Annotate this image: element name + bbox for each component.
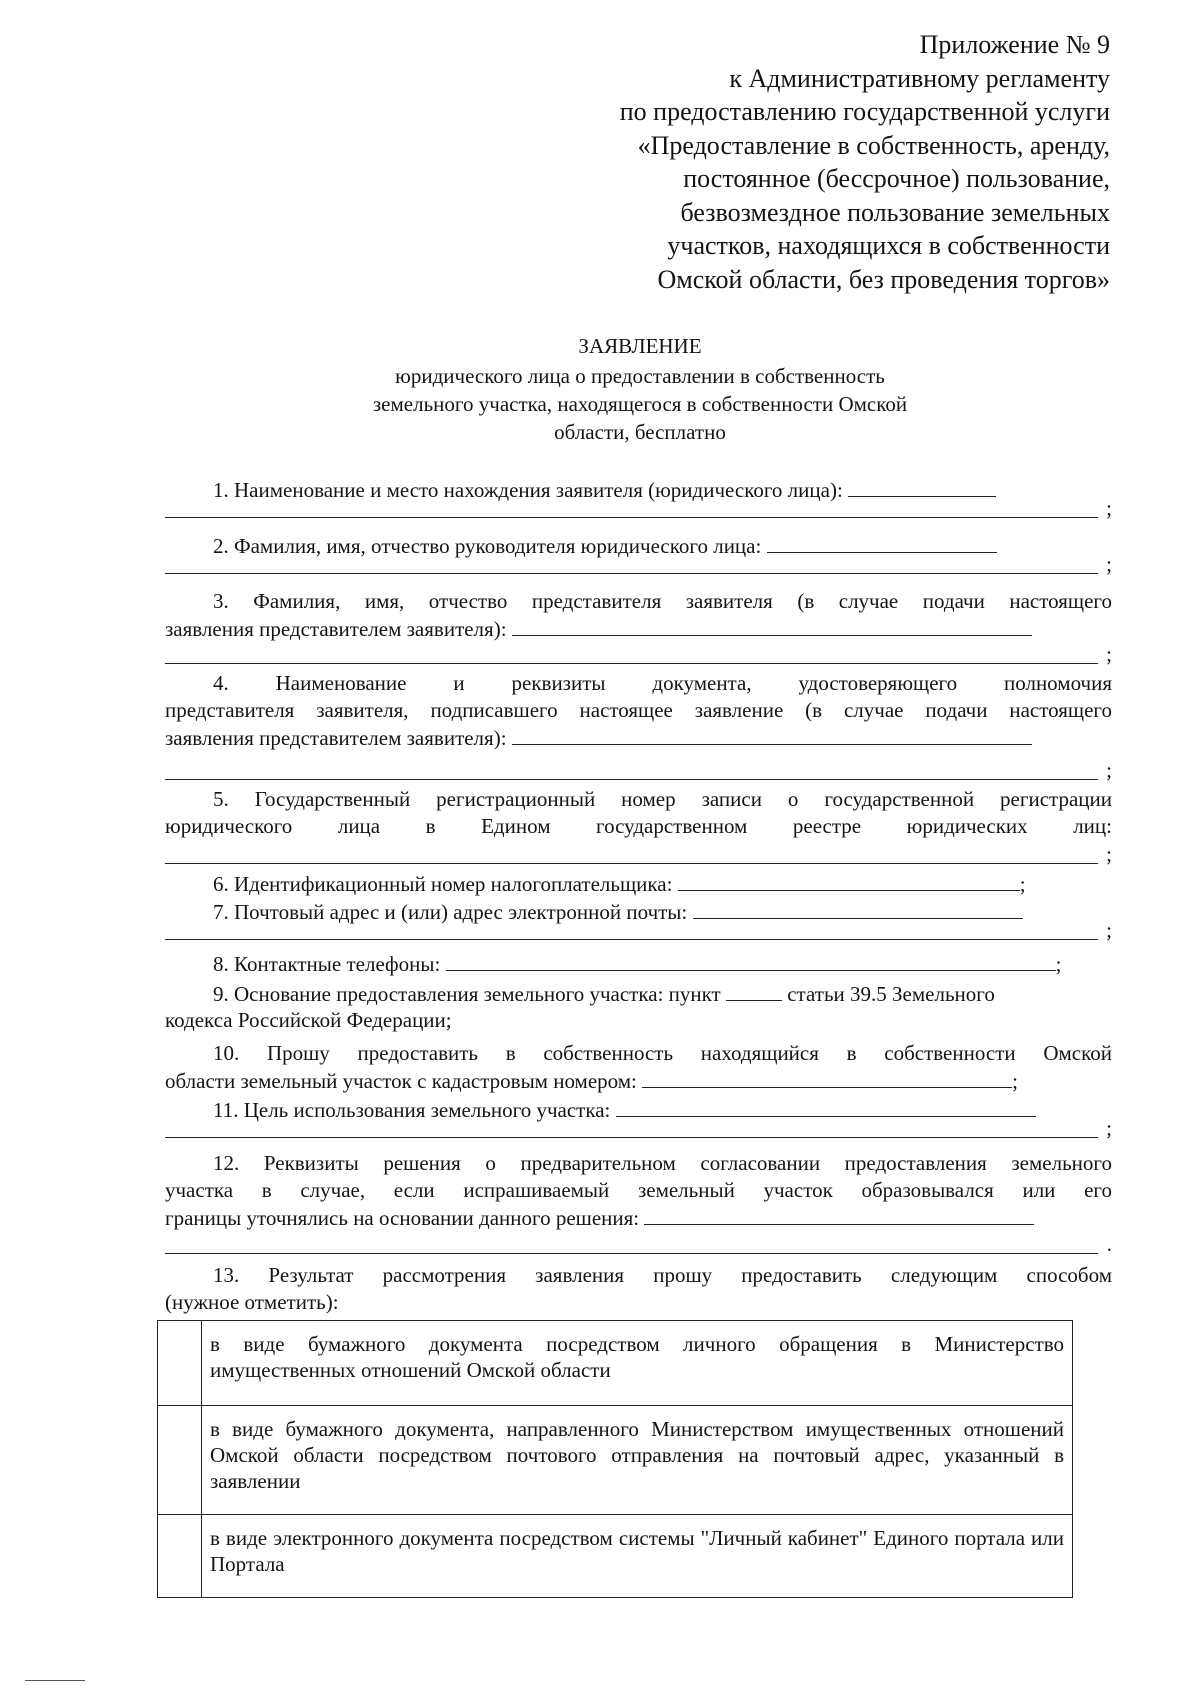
item-12-field[interactable] [644, 1204, 1034, 1225]
item-8: 8. Контактные телефоны: ; [213, 952, 1062, 976]
option-text: в виде бумажного документа посредством личного обращения в Министерство имущественных отношений Омской области [202, 1321, 1073, 1406]
annex-line: к Административному регламенту [729, 63, 1110, 93]
annex-line: безвозмездное пользование земельных [680, 197, 1110, 227]
item-12-field-line[interactable]: . [165, 1232, 1112, 1260]
item-3-field-line[interactable]: ; [165, 642, 1112, 670]
item-2-field[interactable] [767, 532, 997, 553]
item-9-label: кодекса Российской Федерации; [165, 1008, 452, 1032]
item-4-label: 4. Наименование и реквизиты документа, удостоверяющего полномочия [213, 671, 1112, 695]
option-checkbox[interactable] [158, 1406, 202, 1515]
annex-line: постоянное (бессрочное) пользование, [683, 164, 1110, 193]
annex-header [490, 28, 1110, 296]
item-10-label: 10. Прошу предоставить в собственность находящийся в собственности Омской [213, 1041, 1112, 1065]
item-9-label: статьи 39.5 Земельного [787, 982, 995, 1006]
document-subtitle: юридического лица о предоставлении в собственность [395, 364, 885, 388]
option-row [158, 1515, 1073, 1598]
cadastral-number-field[interactable] [642, 1067, 1012, 1088]
item-7-field-line[interactable]: ; [165, 918, 1112, 946]
annex-line: Приложение № 9 [919, 30, 1110, 59]
item-13 [165, 1262, 1112, 1316]
item-4-field-line[interactable]: ; [165, 758, 1112, 786]
item-7-field[interactable] [693, 898, 1023, 919]
item-5-label: юридического лица в Едином государственном реестре юридических лиц: [165, 814, 1112, 838]
delivery-options-table [157, 1320, 1073, 1598]
option-checkbox[interactable] [158, 1321, 202, 1406]
item-12-label: границы уточнялись на основании данного решения: [165, 1206, 640, 1230]
document-subtitle: земельного участка, находящегося в собственности Омской [372, 392, 908, 416]
option-checkbox[interactable] [158, 1515, 202, 1598]
item-8-field[interactable] [446, 950, 1056, 971]
item-1-field-line[interactable]: ; [165, 496, 1112, 524]
document-subtitle: области, бесплатно [554, 420, 726, 444]
item-12-label: 12. Реквизиты решения о предварительном согласовании предоставления земельного [213, 1151, 1112, 1175]
item-10-label: области земельный участок с кадастровым номером: [165, 1069, 637, 1093]
item-12 [165, 1150, 1112, 1231]
item-5-label: 5. Государственный регистрационный номер записи о государственной регистрации [213, 787, 1112, 811]
option-text: в виде электронного документа посредством системы "Личный кабинет" Единого портала или Портала [202, 1515, 1073, 1598]
item-5 [165, 786, 1112, 840]
annex-line: участков, находящихся в собственности [667, 231, 1110, 260]
item-3-label: заявления представителем заявителя): [165, 617, 507, 641]
annex-line: Омской области, без проведения торгов» [657, 264, 1110, 294]
item-3-field[interactable] [512, 615, 1032, 636]
item-9 [165, 980, 1112, 1034]
item-3 [165, 588, 1112, 642]
document-title: ЗАЯВЛЕНИЕ [578, 334, 702, 358]
option-text: в виде бумажного документа, направленного Министерством имущественных отношений Омской области посредством почтового отправления на почтовый адрес, указанный в заявлении [202, 1406, 1073, 1515]
item-9-clause-field[interactable] [726, 980, 782, 1001]
item-12-label: участка в случае, если испрашиваемый земельный участок образовывался или его [165, 1178, 1112, 1202]
item-6-label: 6. Идентификационный номер налогоплательщика: [213, 872, 673, 896]
item-13-label: 13. Результат рассмотрения заявления прошу предоставить следующим способом [213, 1263, 1112, 1287]
item-11-label: 11. Цель использования земельного участка: [213, 1098, 611, 1122]
item-2-field-line[interactable]: ; [165, 552, 1112, 580]
item-3-label: 3. Фамилия, имя, отчество представителя заявителя (в случае подачи настоящего [213, 589, 1112, 613]
item-13-label: (нужное отметить): [165, 1290, 339, 1314]
item-6-field[interactable] [678, 870, 1020, 891]
item-6: 6. Идентификационный номер налогоплательщика: ; [213, 872, 1026, 896]
item-7-label: 7. Почтовый адрес и (или) адрес электронной почты: [213, 900, 688, 924]
item-9-label: 9. Основание предоставления земельного участка: пункт [213, 982, 721, 1006]
item-1-label: 1. Наименование и место нахождения заявителя (юридического лица): [213, 478, 843, 502]
item-2-label: 2. Фамилия, имя, отчество руководителя юридического лица: [213, 534, 762, 558]
annex-line: по предоставлению государственной услуги [619, 97, 1110, 126]
item-1-field[interactable] [848, 476, 996, 497]
item-8-label: 8. Контактные телефоны: [213, 952, 441, 976]
item-4-label: представителя заявителя, подписавшего настоящее заявление (в случае подачи настоящего [165, 698, 1112, 722]
item-11-field[interactable] [616, 1096, 1036, 1117]
item-4 [165, 670, 1112, 751]
item-4-field[interactable] [512, 724, 1032, 745]
item-4-label: заявления представителем заявителя): [165, 726, 507, 750]
page-edge-mark [25, 1680, 85, 1681]
option-row [158, 1321, 1073, 1406]
item-11-field-line[interactable]: ; [165, 1116, 1112, 1144]
option-row [158, 1406, 1073, 1515]
item-5-field-line[interactable]: ; [165, 842, 1112, 870]
annex-line: «Предоставление в собственность, аренду, [637, 130, 1110, 160]
item-10: 10. Прошу предоставить в собственность находящийся в собственности Омской области земельный участок с кадастровым номером: ; [165, 1041, 1112, 1093]
